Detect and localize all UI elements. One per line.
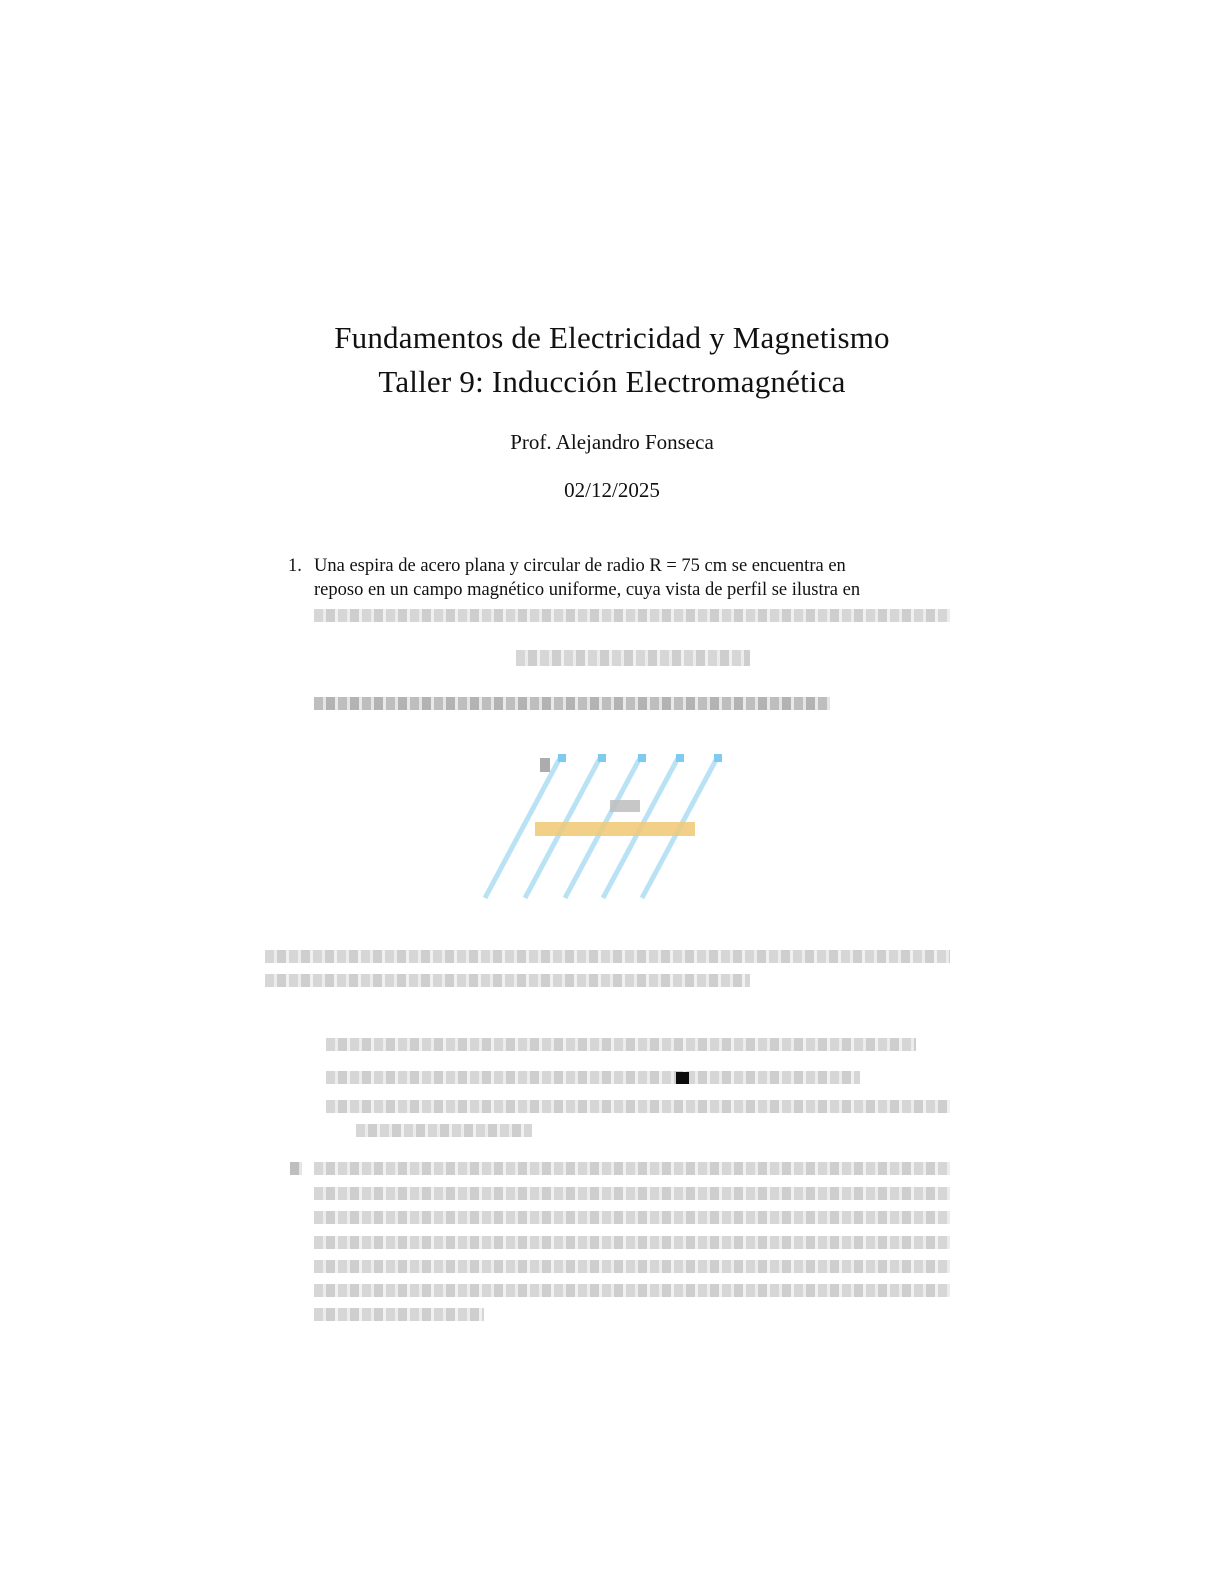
figure-loop-in-field (480, 748, 740, 908)
problem-2-blurred (314, 1260, 950, 1273)
angle-label-blurred (610, 800, 640, 812)
problem-number: 1. (288, 556, 302, 576)
loop-profile (535, 822, 695, 836)
workshop-title: Taller 9: Inducción Electromagnética (378, 364, 846, 399)
problem-2-blurred (314, 1211, 950, 1224)
problem-text-line: Una espira de acero plana y circular de radio R = 75 cm se encuentra en (314, 556, 846, 576)
subitem-a-blurred (326, 1038, 916, 1051)
redaction-mark (676, 1072, 689, 1084)
course-title: Fundamentos de Electricidad y Magnetismo (334, 320, 890, 355)
arrowhead-icon (558, 754, 566, 762)
problem-2-blurred (314, 1284, 950, 1297)
field-label-blurred (540, 758, 550, 772)
subitem-c-blurred (326, 1100, 950, 1113)
date: 02/12/2025 (564, 478, 660, 502)
problem-2-blurred (314, 1308, 484, 1321)
blurred-text-line (314, 697, 830, 710)
figure-caption-blurred (265, 974, 750, 987)
field-arrowheads (558, 754, 722, 762)
author: Prof. Alejandro Fonseca (510, 430, 714, 454)
arrowhead-icon (714, 754, 722, 762)
blurred-text-line (314, 609, 950, 622)
subitem-b-blurred (326, 1071, 860, 1084)
problem-2-blurred (314, 1187, 950, 1200)
arrowhead-icon (638, 754, 646, 762)
problem-text-line: reposo en un campo magnético uniforme, cuya vista de perfil se ilustra en (314, 580, 861, 600)
problem-2-blurred (314, 1236, 950, 1249)
figure-caption-blurred (265, 950, 950, 963)
blurred-equation (516, 650, 750, 666)
subitem-c-blurred (356, 1124, 532, 1137)
problem-2-blurred (314, 1162, 950, 1175)
problem-2-number-blurred (290, 1162, 302, 1175)
arrowhead-icon (676, 754, 684, 762)
arrowhead-icon (598, 754, 606, 762)
